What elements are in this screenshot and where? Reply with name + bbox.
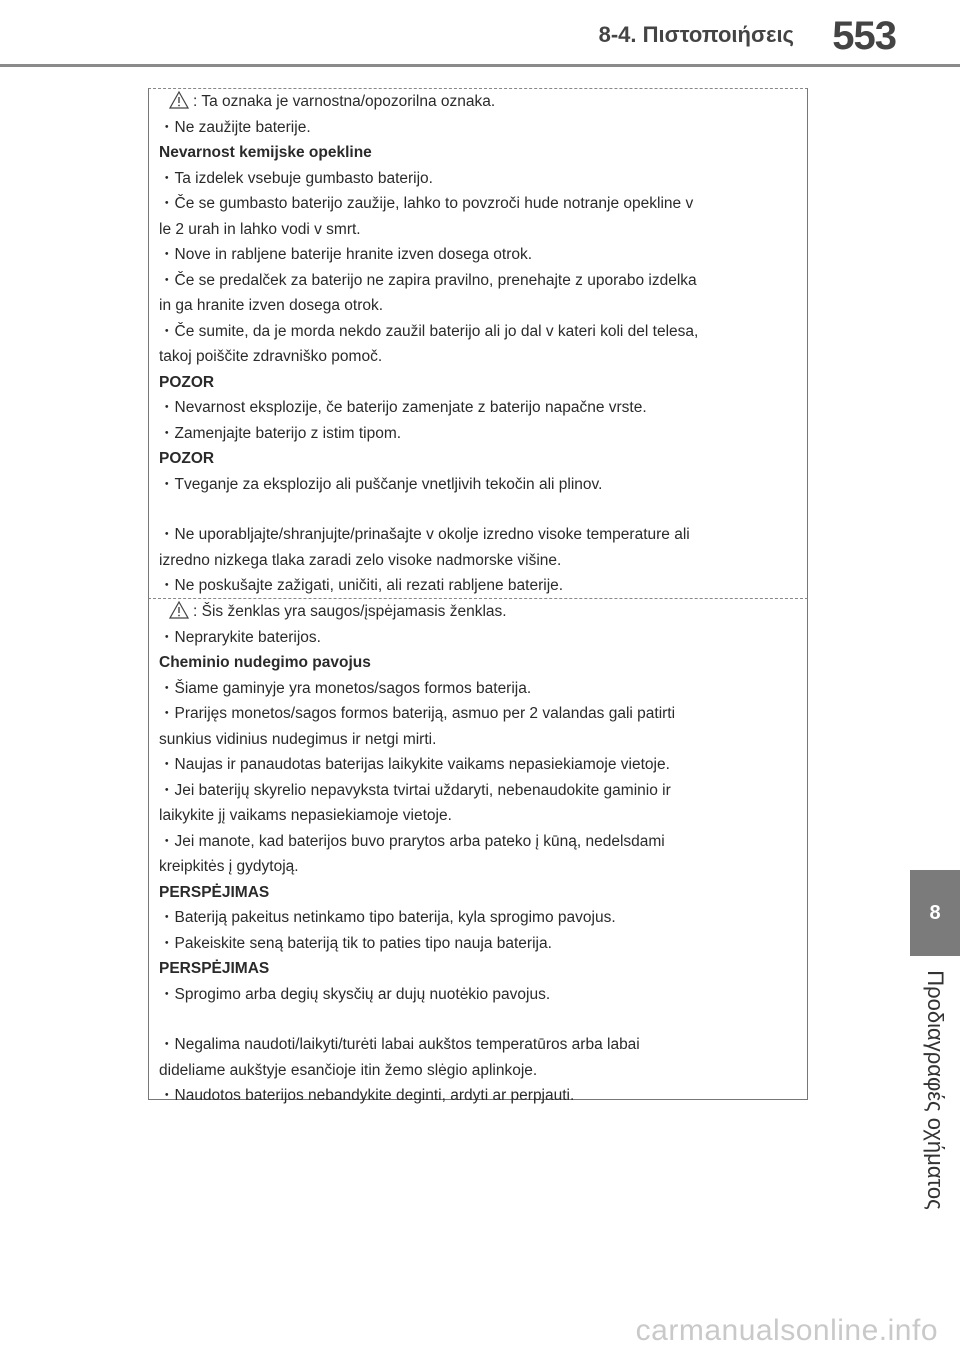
- section-heading: Cheminio nudegimo pavojus: [159, 654, 371, 671]
- paragraph-gap: [159, 1007, 797, 1032]
- text-line: ・Ne uporabljajte/shranjujte/prinašajte v okolje izredno visoke temperature ali: [159, 526, 690, 543]
- text-line: ・Če sumite, da je morda nekdo zaužil baterijo ali jo dal v kateri koli del telesa,: [159, 322, 699, 340]
- header-rule: [0, 64, 960, 67]
- text-line: ・Prarijęs monetos/sagos formos bateriją, asmuo per 2 valandas gali patirti: [159, 705, 676, 722]
- slovenian-text-lines: [159, 115, 797, 599]
- warning-symbol-text: : Šis ženklas yra saugos/įspėjamasis ženklas.: [193, 603, 507, 620]
- lithuanian-battery-warning-box: [148, 598, 808, 1104]
- text-line: ・Nove in rabljene baterije hranite izven dosega otrok.: [159, 246, 533, 263]
- chapter-title: Προδιαγραφές οχήματος: [923, 970, 948, 1210]
- text-line: ・Če se gumbasto baterijo zaužije, lahko to povzroči hude notranje opekline v: [159, 195, 694, 212]
- text-line: ・Ne zaužijte baterije.: [159, 118, 311, 136]
- text-line: ・Neprarykite baterijos.: [159, 628, 321, 646]
- text-line: le 2 urah in lahko vodi v smrt.: [159, 220, 361, 238]
- text-line: ・Če se predalček za baterijo ne zapira pravilno, prenehajte z uporabo izdelka: [159, 271, 697, 289]
- warning-triangle-icon: [169, 601, 189, 619]
- section-heading: PERSPĖJIMAS: [159, 960, 270, 977]
- chapter-number: 8: [929, 901, 941, 924]
- text-line: ・Naudotos baterijos nebandykite deginti, ardyti ar perpjauti.: [159, 1087, 575, 1104]
- text-line: ・Nevarnost eksplozije, če baterijo zamenjate z baterijo napačne vrste.: [159, 399, 647, 416]
- section-heading: POZOR: [159, 373, 215, 391]
- text-line: ・Sprogimo arba degių skysčių ar dujų nuotėkio pavojus.: [159, 985, 551, 1003]
- text-line: ・Jei baterijų skyrelio nepavyksta tvirtai uždaryti, nebenaudokite gaminio ir: [159, 781, 671, 799]
- watermark: carmanualsonline.info: [635, 1314, 938, 1347]
- text-line: ・Naujas ir panaudotas baterijas laikykite vaikams nepasiekiamoje vietoje.: [159, 756, 670, 773]
- text-line: sunkius vidinius nudegimus ir netgi mirti.: [159, 730, 437, 748]
- paragraph-gap: [159, 497, 797, 522]
- text-line: ・Ta izdelek vsebuje gumbasto baterijo.: [159, 169, 433, 187]
- section-heading: POZOR: [159, 450, 215, 467]
- text-line: dideliame aukštyje esančioje itin žemo slėgio aplinkoje.: [159, 1061, 538, 1079]
- text-line: ・Tveganje za eksplozijo ali puščanje vnetljivih tekočin ali plinov.: [159, 475, 603, 493]
- section-title: 8-4. Πιστοποιήσεις: [598, 22, 794, 47]
- page-number: 553: [832, 14, 896, 58]
- text-line: ・Zamenjajte baterijo z istim tipom.: [159, 424, 402, 442]
- text-line: in ga hranite izven dosega otrok.: [159, 297, 384, 314]
- text-line: ・Šiame gaminyje yra monetos/sagos formos baterija.: [159, 679, 532, 697]
- slovenian-battery-warning-box: [148, 88, 808, 598]
- warning-symbol-text: : Ta oznaka je varnostna/opozorilna oznaka.: [193, 93, 496, 110]
- warning-triangle-icon: [169, 91, 189, 109]
- text-line: izredno nizkega tlaka zaradi zelo visoke nadmorske višine.: [159, 551, 562, 569]
- text-line: ・Ne poskušajte zažigati, uničiti, ali rezati rabljene baterije.: [159, 577, 564, 594]
- text-line: takoj poiščite zdravniško pomoč.: [159, 348, 383, 365]
- chapter-tab[interactable]: [910, 870, 960, 956]
- text-line: laikykite jį vaikams nepasiekiamoje vietoje.: [159, 807, 452, 824]
- section-heading: Nevarnost kemijske opekline: [159, 144, 372, 161]
- text-line: ・Pakeiskite seną bateriją tik to paties tipo nauja baterija.: [159, 934, 552, 952]
- warning-symbol-line: [159, 599, 797, 625]
- text-line: ・Jei manote, kad baterijos buvo prarytos arba pateko į kūną, nedelsdami: [159, 832, 665, 850]
- warning-symbol-line: [159, 89, 797, 115]
- section-heading: PERSPĖJIMAS: [159, 883, 270, 901]
- lithuanian-text-lines: [159, 625, 797, 1109]
- text-line: kreipkitės į gydytoją.: [159, 858, 299, 875]
- text-line: ・Bateriją pakeitus netinkamo tipo baterija, kyla sprogimo pavojus.: [159, 909, 616, 926]
- text-line: ・Negalima naudoti/laikyti/turėti labai aukštos temperatūros arba labai: [159, 1036, 640, 1053]
